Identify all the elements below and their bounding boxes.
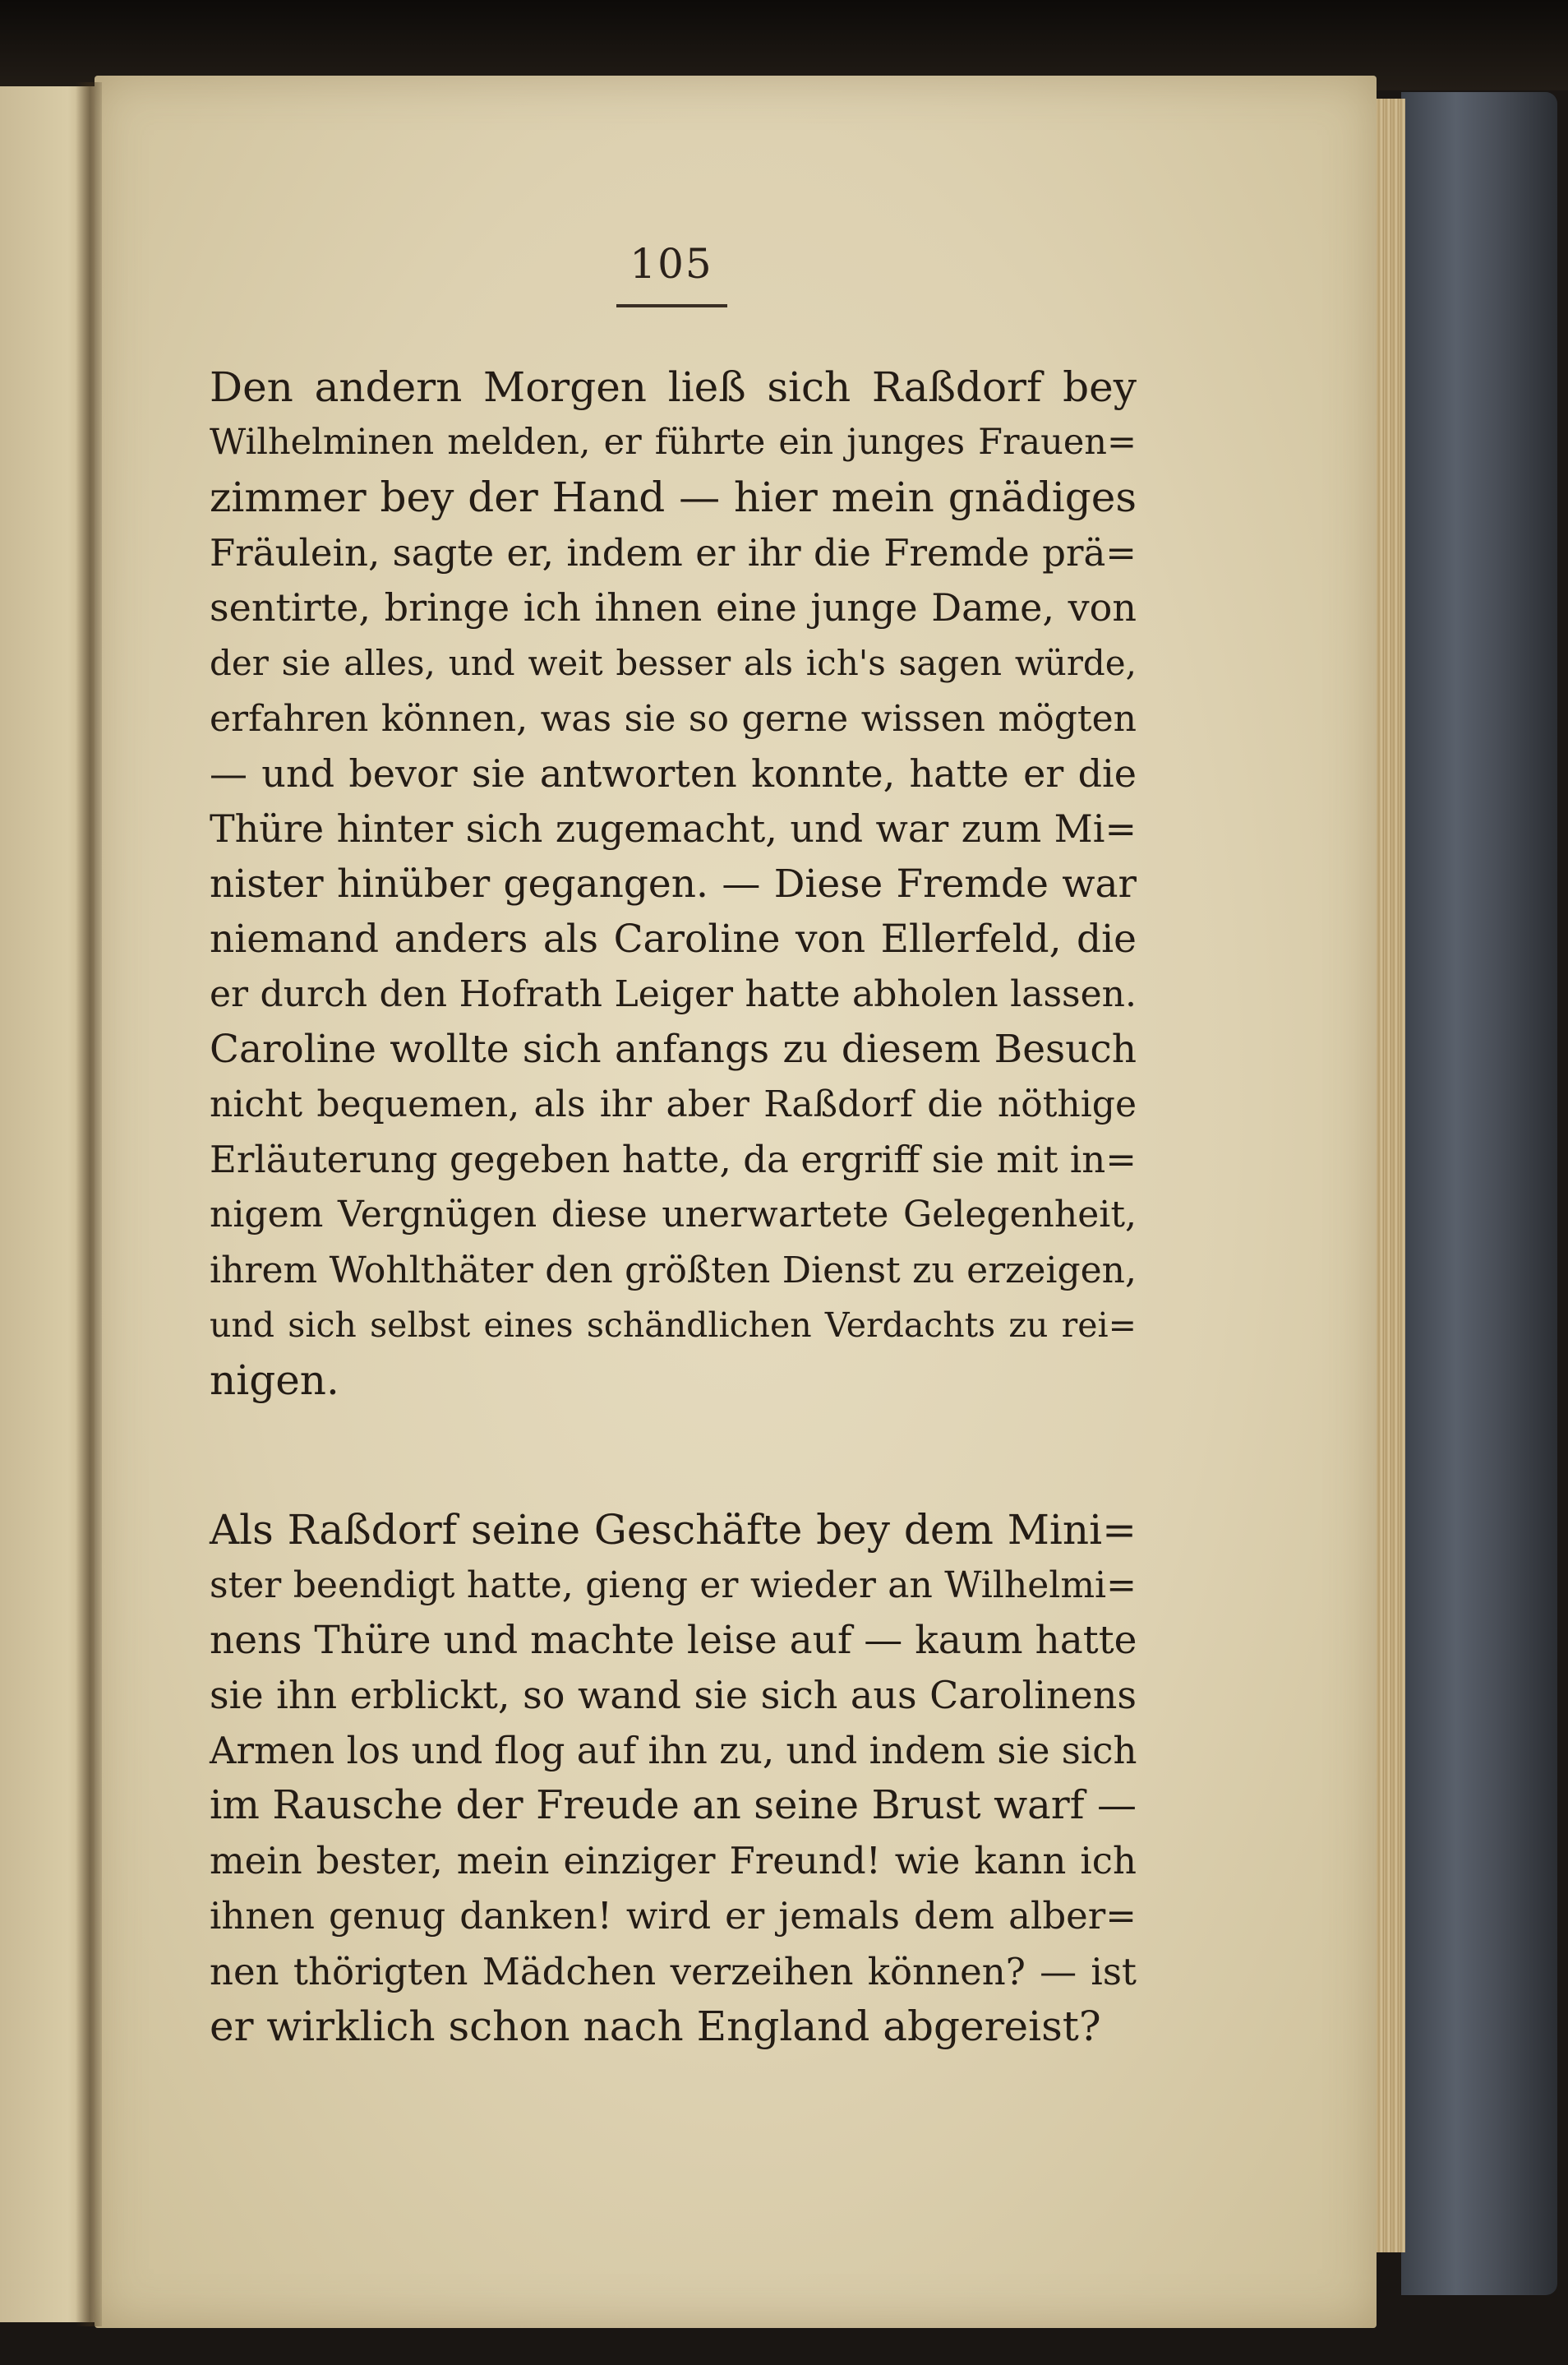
book-gutter xyxy=(76,82,102,2326)
text-line: erfahren können, was sie so gerne wissen mögten xyxy=(210,697,1137,740)
paragraph-1 xyxy=(210,360,1137,1408)
text-line: der sie alles, und weit besser als ich's sagen würde, xyxy=(210,643,1137,684)
text-line: er durch den Hofrath Leiger hatte abholen lassen. xyxy=(210,973,1137,1016)
paragraph-gap xyxy=(210,1408,1137,1503)
text-line: Thüre hinter sich zugemacht, und war zum Mi= xyxy=(210,806,1137,851)
text-line: Als Raßdorf seine Geschäfte bey dem Mini= xyxy=(210,1505,1137,1554)
paragraph-2 xyxy=(210,1503,1137,2054)
text-line: Den andern Morgen ließ sich Raßdorf bey xyxy=(210,363,1137,411)
text-line: nister hinüber gegangen. — Diese Fremde war xyxy=(210,861,1137,907)
page-number: 105 xyxy=(630,240,713,288)
text-line: nigen. xyxy=(210,1356,339,1404)
text-line: Caroline wollte sich anfangs zu diesem Besuch xyxy=(210,1027,1137,1073)
text-line: er wirklich schon nach England abgereist? xyxy=(210,2002,1101,2050)
text-line: sentirte, bringe ich ihnen eine junge Dame, von xyxy=(210,585,1137,631)
text-line: nigem Vergnügen diese unerwartete Gelegenheit, xyxy=(210,1194,1137,1236)
text-line: mein bester, mein einziger Freund! wie kann ich xyxy=(210,1839,1137,1883)
text-line: im Rausche der Freude an seine Brust warf — xyxy=(210,1782,1137,1829)
text-line: Armen los und flog auf ihn zu, und indem sie sich xyxy=(210,1729,1137,1773)
text-line: — und bevor sie antworten konnte, hatte er die xyxy=(210,751,1137,796)
text-line: nicht bequemen, als ihr aber Raßdorf die nöthige xyxy=(210,1083,1137,1126)
text-line: sie ihn erblickt, so wand sie sich aus Carolinens xyxy=(210,1673,1137,1718)
text-line: und sich selbst eines schändlichen Verdachts zu rei= xyxy=(210,1305,1137,1345)
text-line: ster beendigt hatte, gieng er wieder an Wilhelmi= xyxy=(210,1564,1137,1606)
text-line: niemand anders als Caroline von Ellerfeld, die xyxy=(210,916,1137,962)
body-text xyxy=(210,360,1137,2054)
text-line: zimmer bey der Hand — hier mein gnädiges xyxy=(210,473,1137,522)
text-line: nens Thüre und machte leise auf — kaum hatte xyxy=(210,1617,1137,1663)
text-line: Fräulein, sagte er, indem er ihr die Fremde prä= xyxy=(210,531,1137,575)
text-line: nen thörigten Mädchen verzeihen können? — ist xyxy=(210,1949,1137,1993)
page-number-rule xyxy=(616,304,727,307)
text-line: ihnen genug danken! wird er jemals dem alber= xyxy=(210,1894,1137,1938)
text-line: Wilhelminen melden, er führte ein junges Frauen= xyxy=(210,422,1137,464)
book-cover xyxy=(1401,92,1557,2295)
text-line: Erläuterung gegeben hatte, da ergriff sie mit in= xyxy=(210,1138,1137,1182)
text-line: ihrem Wohlthäter den größten Dienst zu erzeigen, xyxy=(210,1249,1137,1291)
